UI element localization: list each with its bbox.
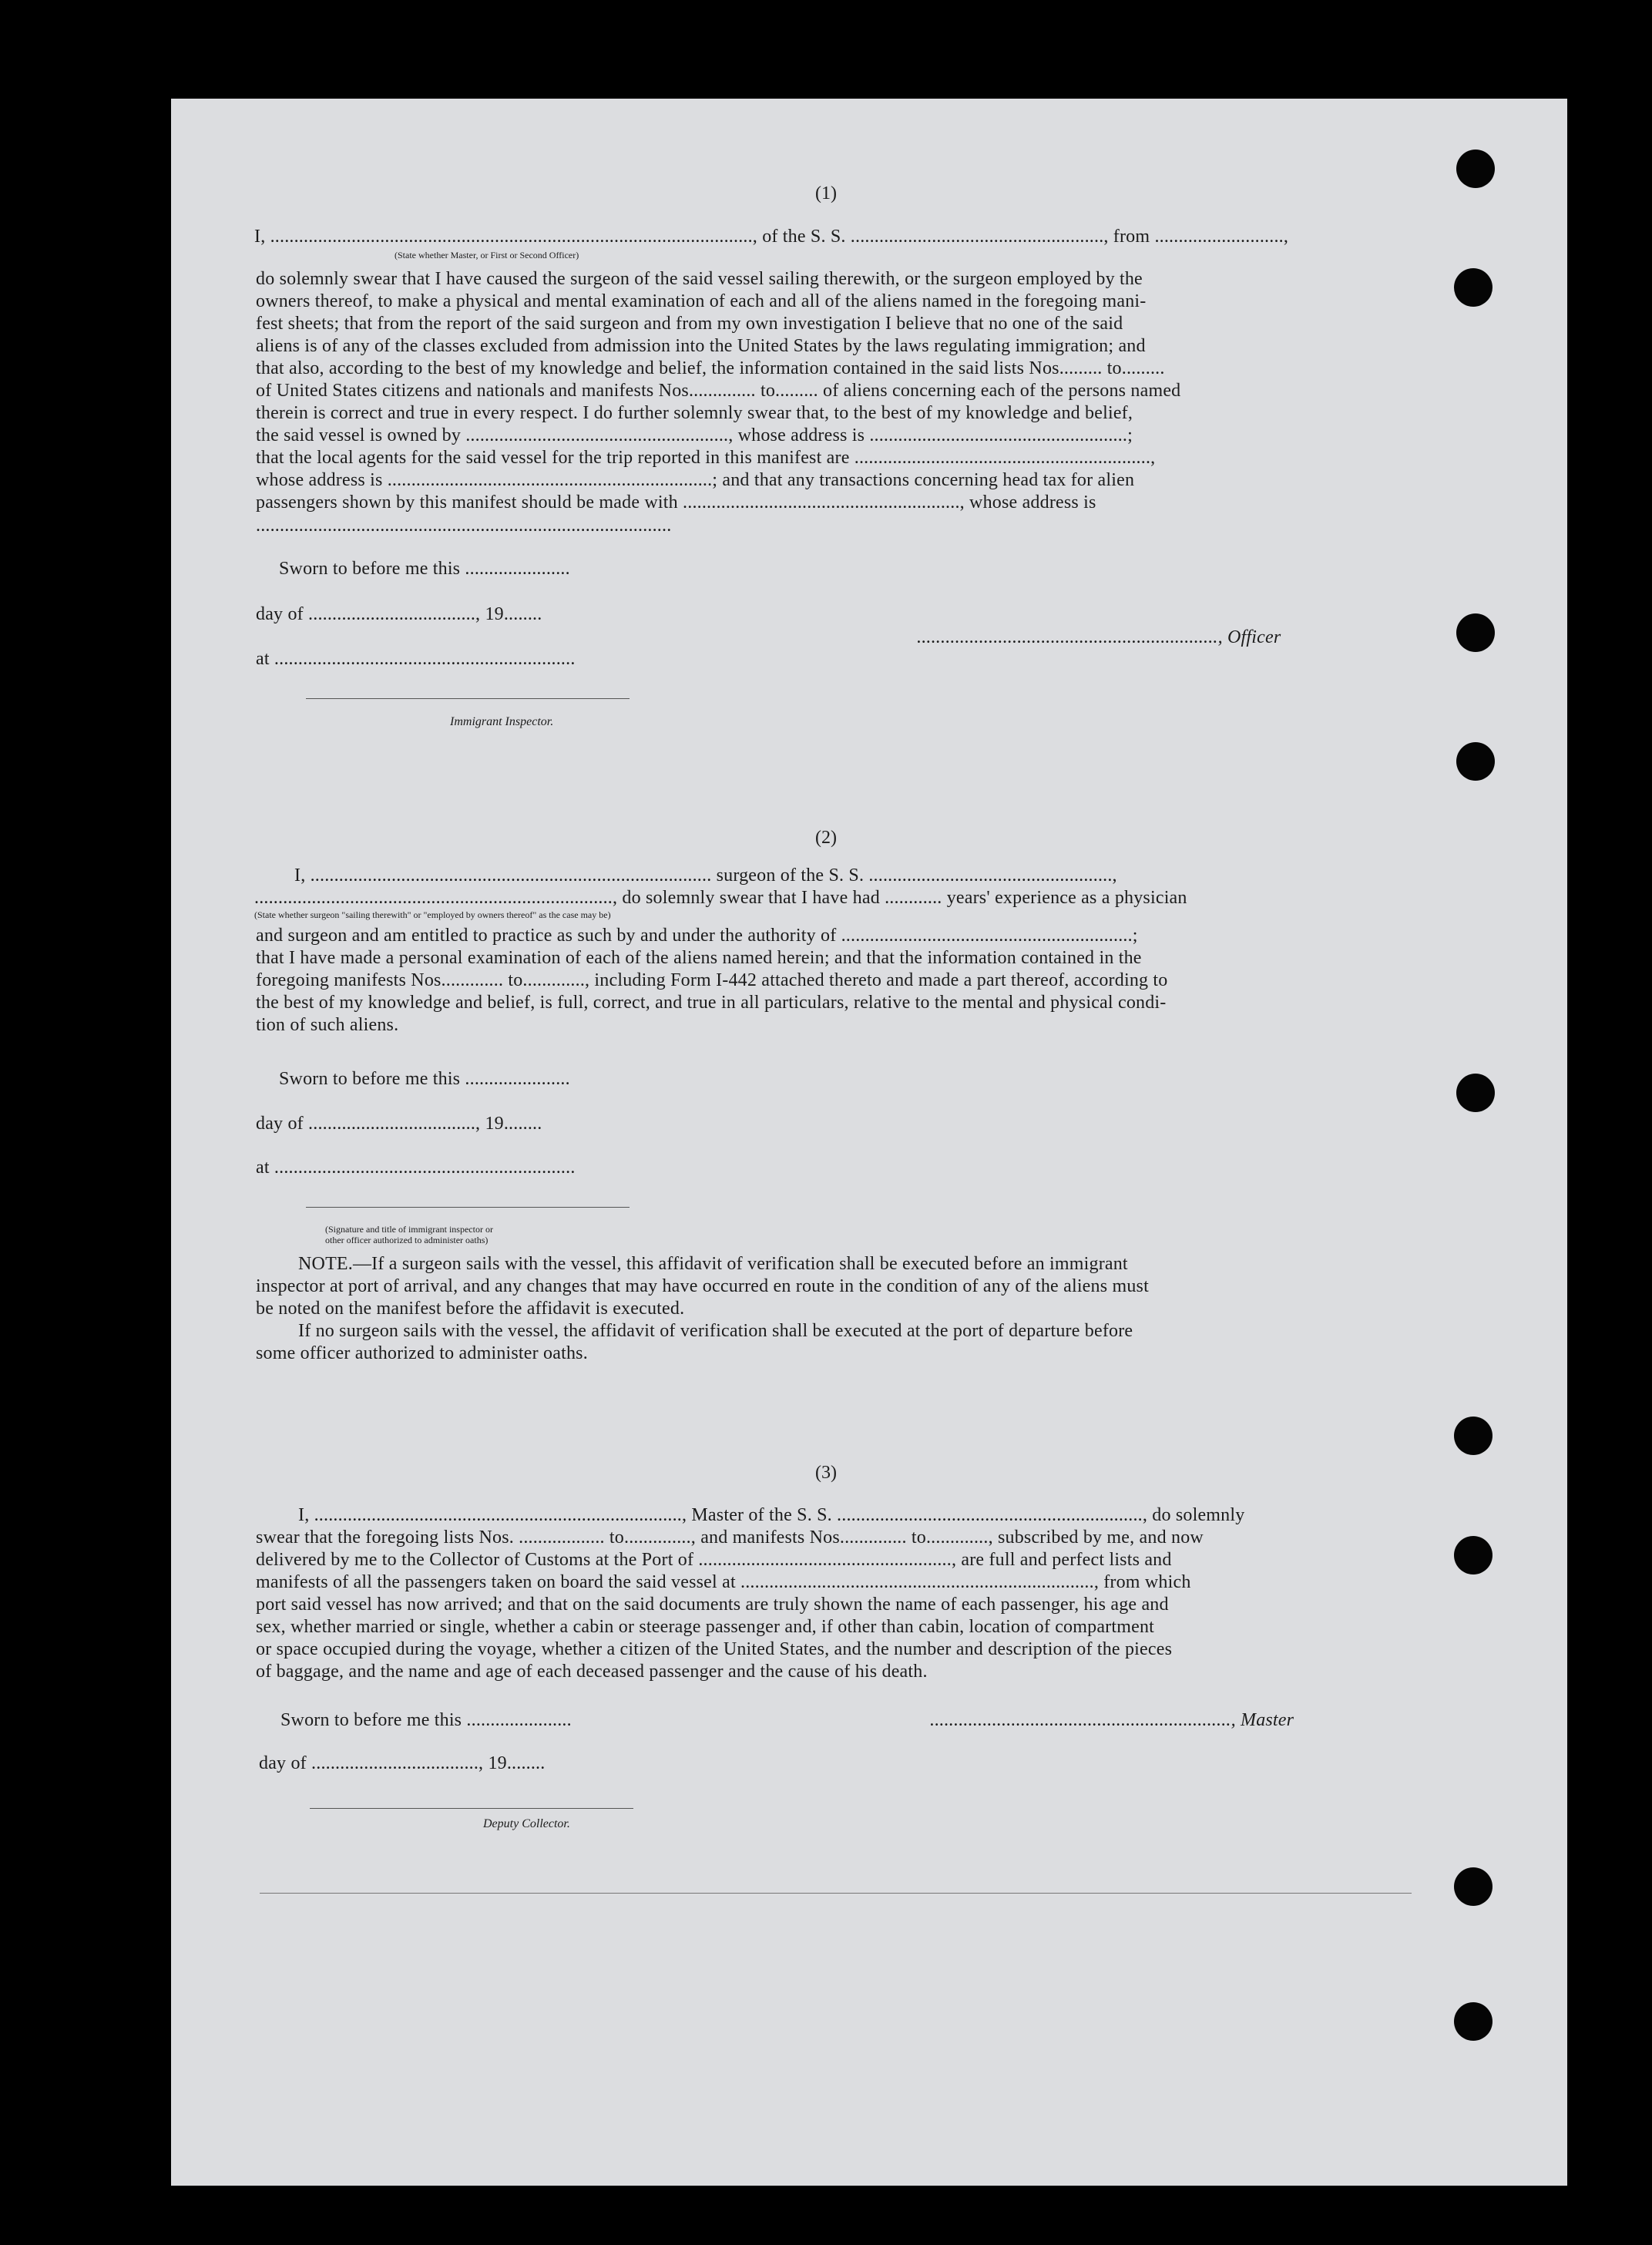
- affidavit-line: that also, according to the best of my knowledge and belief, the information contained in the said lists Nos......... to.........: [256, 358, 1165, 378]
- affidavit-line: foregoing manifests Nos............. to............., including Form I-442 attached thereto and made a part thereof, according to: [256, 970, 1168, 990]
- punch-hole: [1456, 742, 1495, 781]
- oath-line: port said vessel has now arrived; and that on the said documents are truly shown the name of each passenger, his age and: [256, 1595, 1169, 1615]
- punch-hole: [1454, 268, 1493, 307]
- oath-line: delivered by me to the Collector of Customs at the Port of ....................................................., are full and perfect lists and: [256, 1550, 1172, 1570]
- affidavit-line: that the local agents for the said vessel for the trip reported in this manifest are ..............................................................,: [256, 448, 1156, 468]
- affidavit-line: the said vessel is owned by ......................................................., whose address is ......................................................;: [256, 425, 1133, 445]
- punch-hole: [1456, 1074, 1495, 1112]
- oath-line: sex, whether married or single, whether a cabin or steerage passenger and, if other than cabin, location of compartment: [256, 1617, 1155, 1637]
- oath-line: or space occupied during the voyage, whether a citizen of the United States, and the number and description of the pieces: [256, 1639, 1173, 1659]
- sworn-before-line: Sworn to before me this ......................: [279, 559, 570, 579]
- sworn-before-line: Sworn to before me this ......................: [279, 1069, 570, 1089]
- punch-hole: [1454, 1417, 1493, 1455]
- affidavit-line: passengers shown by this manifest should be made with .........................................................., whose address is: [256, 492, 1096, 513]
- surgeon-note: (State whether surgeon "sailing therewith" or "employed by owners thereof" as the case may be): [254, 909, 611, 920]
- punch-hole: [1454, 1536, 1493, 1575]
- page-bottom-rule: [260, 1893, 1412, 1894]
- section-3-heading: (3): [815, 1463, 837, 1483]
- affidavit-line: tion of such aliens.: [256, 1015, 399, 1035]
- at-line: at ...............................................................: [256, 649, 576, 669]
- collector-signature-rule: [310, 1808, 633, 1809]
- note-line: be noted on the manifest before the affidavit is executed.: [256, 1299, 685, 1319]
- officer-signature-line: ..............................................................., Officer: [917, 627, 1281, 647]
- affidavit-line: I, ....................................................................................................., of the S. S. ....................................................., from ...........................,: [254, 227, 1289, 247]
- punch-hole: [1456, 150, 1495, 188]
- signature-caption: (Signature and title of immigrant inspector or: [325, 1224, 493, 1235]
- sworn-before-line: Sworn to before me this ......................: [280, 1710, 572, 1730]
- affidavit-line: the best of my knowledge and belief, is full, correct, and true in all particulars, relative to the mental and physical condi-: [256, 993, 1167, 1013]
- affidavit-line: fest sheets; that from the report of the said surgeon and from my own investigation I believe that no one of the said: [256, 314, 1123, 334]
- day-of-line: day of ..................................., 19........: [256, 604, 542, 624]
- master-note: (State whether Master, or First or Second Officer): [395, 250, 579, 260]
- oath-line: manifests of all the passengers taken on board the said vessel at .........................................................................., from which: [256, 1572, 1191, 1592]
- affidavit-line: aliens is of any of the classes excluded from admission into the United States by the laws regulating immigration; and: [256, 336, 1146, 356]
- affidavit-line: that I have made a personal examination of each of the aliens named herein; and that the information contained in the: [256, 948, 1142, 968]
- punch-hole: [1454, 1867, 1493, 1906]
- oath-line: swear that the foregoing lists Nos. .................. to.............., and manifests Nos.............. to............., subscribed by me, and now: [256, 1527, 1204, 1548]
- day-of-line: day of ..................................., 19........: [259, 1753, 546, 1773]
- signature-caption: other officer authorized to administer oaths): [325, 1235, 489, 1245]
- oath-line: of baggage, and the name and age of each deceased passenger and the cause of his death.: [256, 1662, 928, 1682]
- affidavit-line: owners thereof, to make a physical and mental examination of each and all of the aliens named in the foregoing mani-: [256, 291, 1147, 311]
- manifest-back-page: [171, 99, 1567, 2186]
- affidavit-line: and surgeon and am entitled to practice as such by and under the authority of .............................................................;: [256, 926, 1138, 946]
- punch-hole: [1456, 613, 1495, 652]
- note-line: some officer authorized to administer oaths.: [256, 1343, 588, 1363]
- affidavit-line: .......................................................................................: [256, 516, 672, 536]
- affidavit-line: do solemnly swear that I have caused the surgeon of the said vessel sailing therewith, or the surgeon employed by the: [256, 269, 1143, 289]
- section-2-heading: (2): [815, 828, 837, 848]
- note-line: inspector at port of arrival, and any changes that may have occurred en route in the condition of any of the aliens must: [256, 1276, 1149, 1296]
- signature-rule: [306, 1207, 630, 1208]
- affidavit-line: I, .................................................................................... surgeon of the S. S. ...................................................,: [294, 865, 1117, 886]
- section-1-heading: (1): [815, 183, 837, 203]
- affidavit-line: ..........................................................................., do solemnly swear that I have had ............ years' experience as a physician: [254, 888, 1187, 908]
- collector-caption: Deputy Collector.: [483, 1817, 570, 1830]
- master-signature-line: ..............................................................., Master: [930, 1710, 1294, 1730]
- at-line: at ...............................................................: [256, 1158, 576, 1178]
- inspector-caption: Immigrant Inspector.: [450, 715, 554, 728]
- oath-line: I, ............................................................................., Master of the S. S. ................................................................, do solemnly: [298, 1505, 1245, 1525]
- affidavit-line: of United States citizens and nationals and manifests Nos.............. to......... of aliens concerning each of the persons named: [256, 381, 1181, 401]
- note-line: NOTE.—If a surgeon sails with the vessel, this affidavit of verification shall be executed before an immigrant: [298, 1254, 1128, 1274]
- note-line: If no surgeon sails with the vessel, the affidavit of verification shall be executed at the port of departure before: [298, 1321, 1133, 1341]
- affidavit-line: therein is correct and true in every respect. I do further solemnly swear that, to the best of my knowledge and belief,: [256, 403, 1133, 423]
- affidavit-line: whose address is ....................................................................; and that any transactions concerning head tax for alien: [256, 470, 1135, 490]
- day-of-line: day of ..................................., 19........: [256, 1114, 542, 1134]
- inspector-signature-rule: [306, 698, 630, 699]
- punch-hole: [1454, 2002, 1493, 2041]
